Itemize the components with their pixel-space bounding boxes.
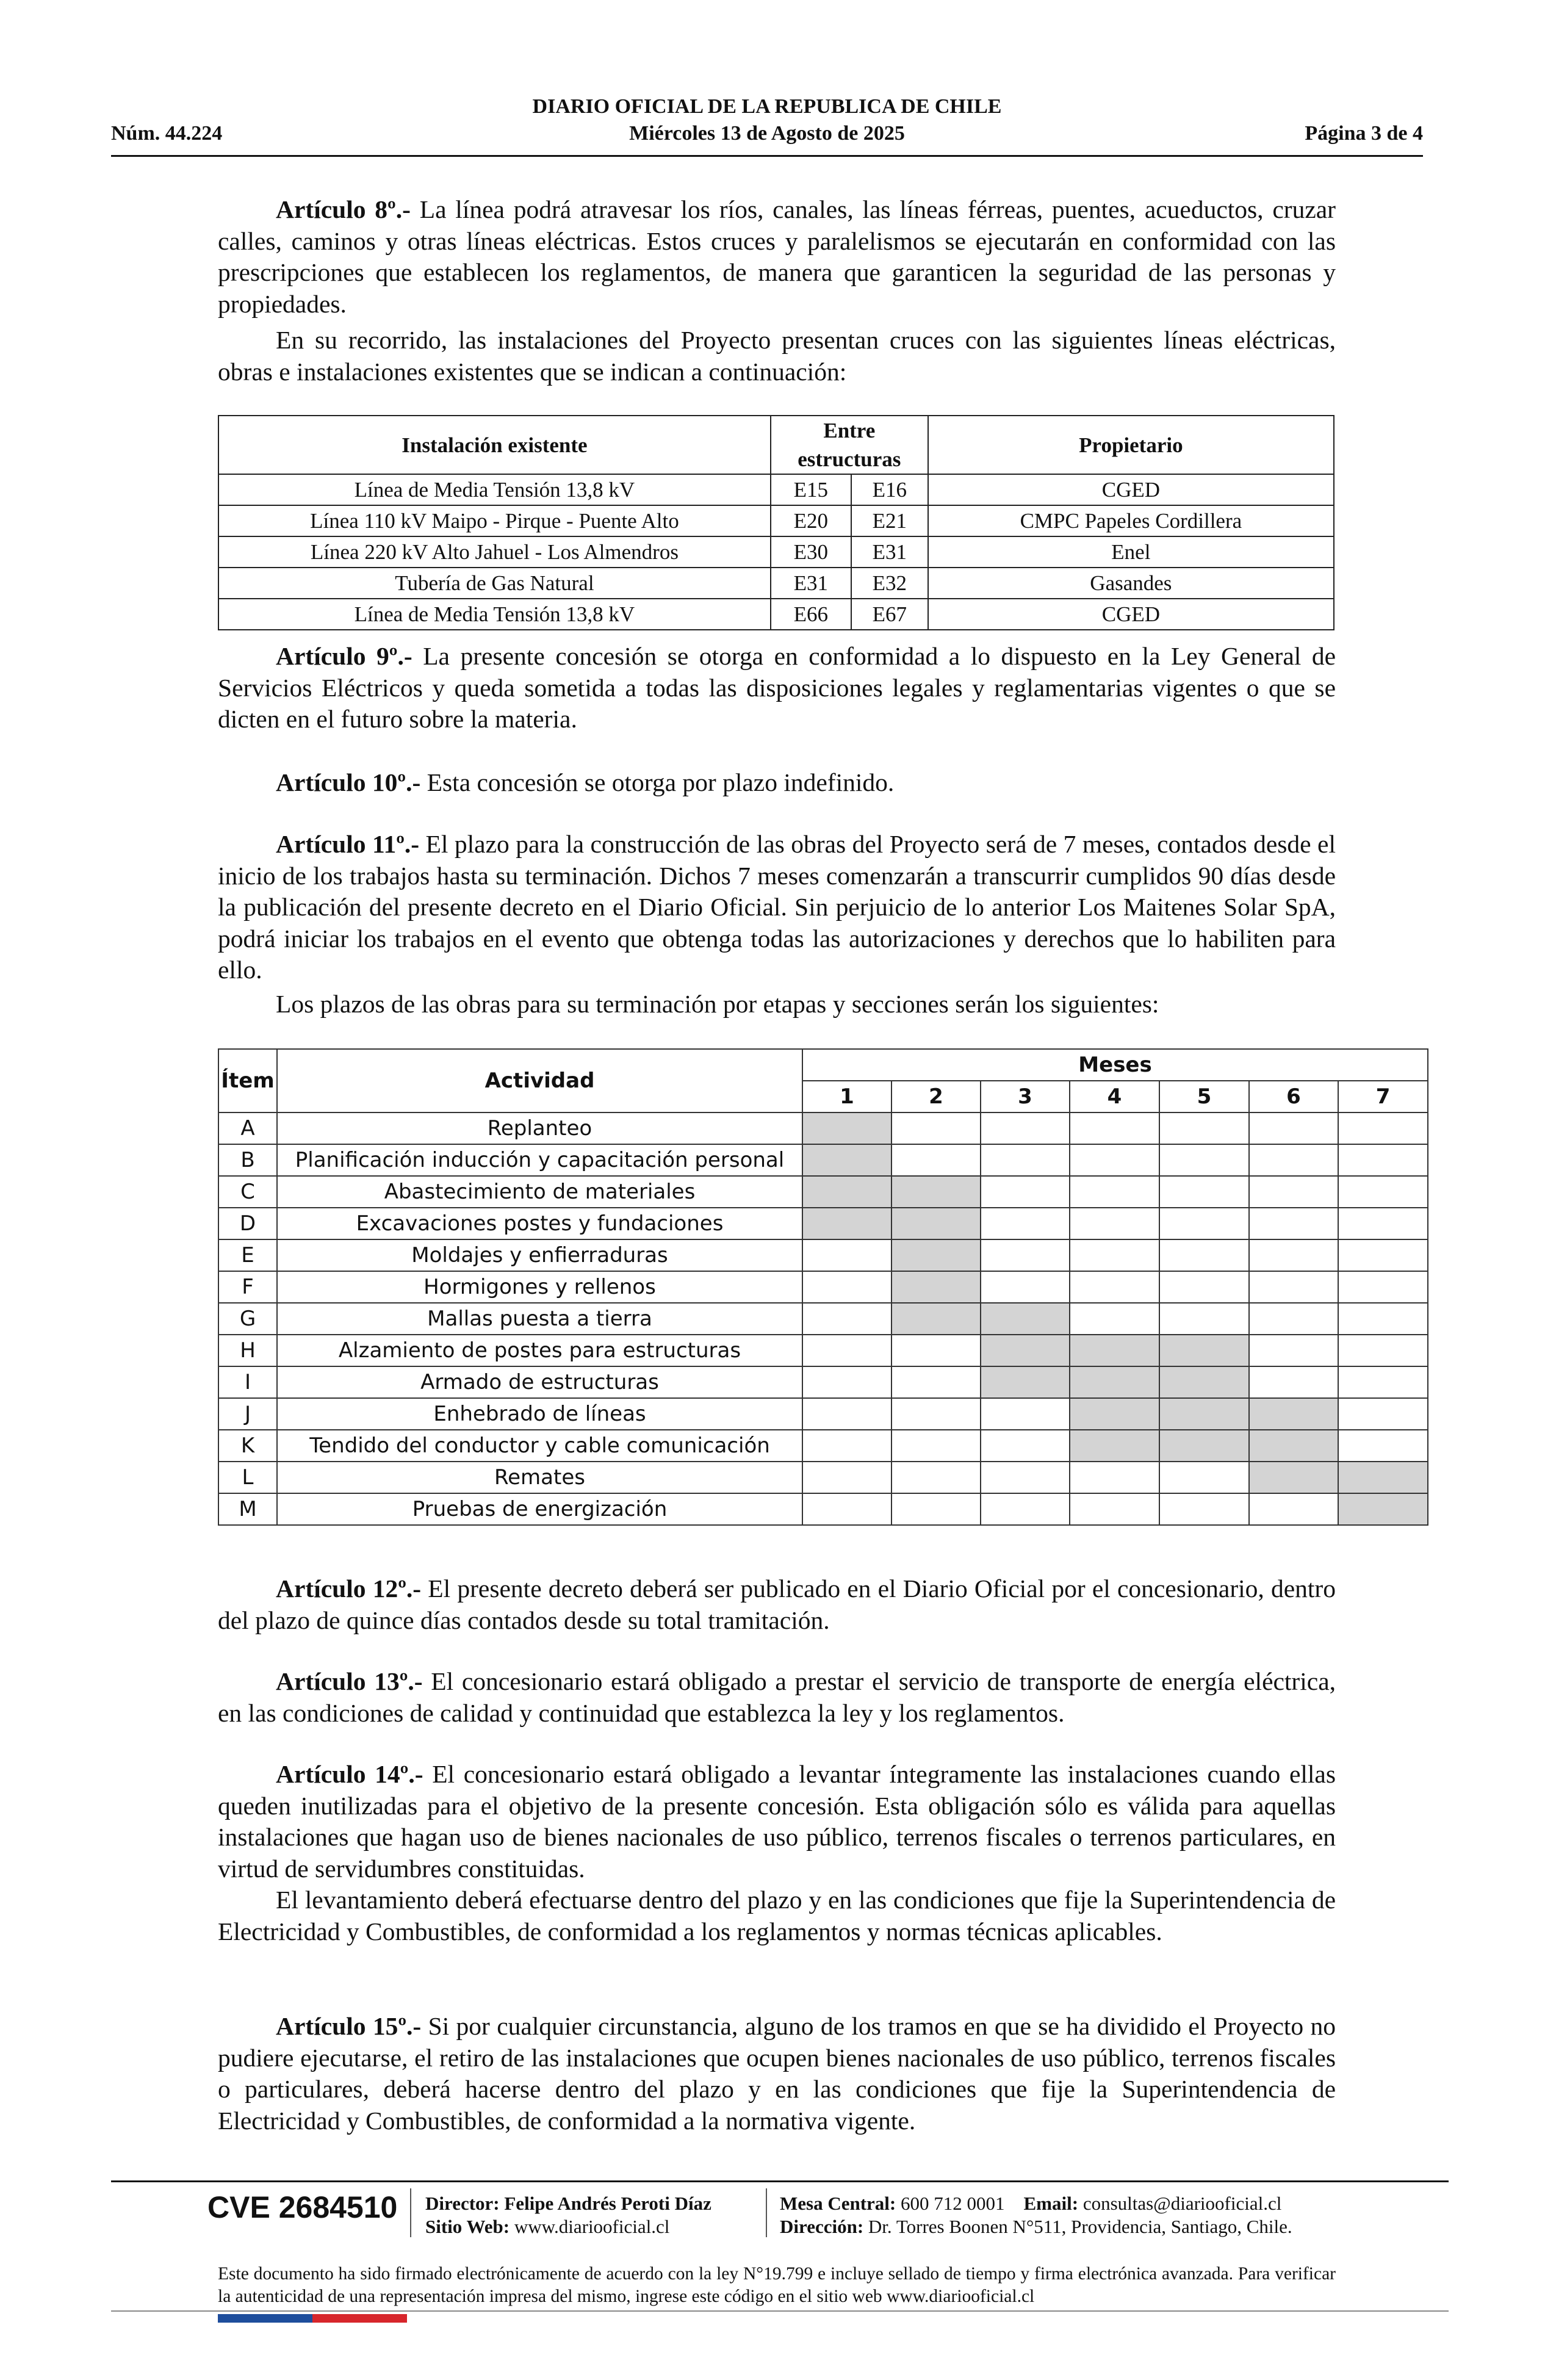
month-cell [981,1144,1070,1176]
month-cell-active [981,1335,1070,1366]
month-cell-active [891,1176,981,1208]
table-cell: CGED [928,599,1334,630]
month-cell [1159,1271,1249,1303]
month-cell [1070,1144,1159,1176]
article-8-continuation: En su recorrido, las instalaciones del Proyecto presentan cruces con las siguientes líneas eléctricas, obras e instalaciones existentes que se indican a continuación: [218,326,1336,386]
month-cell [981,1239,1070,1271]
month-cell [981,1430,1070,1462]
table-cell: Línea de Media Tensión 13,8 kV [218,599,771,630]
activity-cell: Hormigones y rellenos [277,1271,802,1303]
article-14-continuation: El levantamiento deberá efectuarse dentro del plazo y en las condiciones que fije la Superintendencia de Electricidad y Combustibles, de conformidad a los reglamentos y normas técnicas aplicables. [218,1886,1336,1945]
address-label: Dirección: [780,2216,864,2237]
table-cell: E20 [771,505,851,536]
month-cell [802,1335,891,1366]
month-cell [1338,1239,1428,1271]
table-cell: Enel [928,536,1334,568]
cve-code: CVE 2684510 [207,2190,398,2224]
schedule-row [218,1144,1428,1176]
month-cell [1249,1493,1338,1525]
schedule-row [218,1239,1428,1271]
crossings-table [218,415,1334,630]
director-label: Director: [425,2193,500,2214]
article-9-label: Artículo 9º.- [276,642,412,670]
month-cell [1159,1208,1249,1239]
header-divider [111,155,1423,157]
article-12 [218,1573,1336,1636]
article-13-label: Artículo 13º.- [276,1667,423,1695]
schedule-row [218,1303,1428,1335]
month-header: 6 [1249,1081,1338,1112]
table-row [218,474,1334,505]
schedule-row [218,1398,1428,1430]
schedule-row [218,1493,1428,1525]
address-text: Dr. Torres Boonen N°511, Providencia, Santiago, Chile. [868,2216,1292,2237]
table-cell: CGED [928,474,1334,505]
month-cell [1338,1335,1428,1366]
month-cell [1159,1112,1249,1144]
month-cell [1159,1144,1249,1176]
month-cell-active [1070,1366,1159,1398]
month-cell-active [891,1303,981,1335]
table-cell: E30 [771,536,851,568]
phone-label: Mesa Central: [780,2193,896,2214]
month-cell-active [1070,1430,1159,1462]
item-cell: G [218,1303,277,1335]
month-cell [981,1462,1070,1493]
month-cell-active [1338,1462,1428,1493]
table-row [218,599,1334,630]
month-cell [1159,1462,1249,1493]
table-cell: Línea 220 kV Alto Jahuel - Los Almendros [218,536,771,568]
item-cell: B [218,1144,277,1176]
item-cell: C [218,1176,277,1208]
item-cell: I [218,1366,277,1398]
month-header: 2 [891,1081,981,1112]
email-link[interactable]: consultas@diariooficial.cl [1082,2193,1282,2214]
month-cell [891,1430,981,1462]
page-header [111,92,1423,159]
article-15-text: Si por cualquier circunstancia, alguno de los tramos en que se ha dividido el Proyecto no pudiere ejecutarse, el retiro de las instalaciones que ocupen bienes nacionales de uso público, terrenos fiscales o particulares, deberá hacerse dentro del plazo y en las condiciones que fije la Superintendencia de Electricidad y Combustibles, de conformidad a la normativa vigente. [218,2012,1336,2135]
month-cell-active [1159,1366,1249,1398]
month-cell-active [802,1112,891,1144]
month-cell [891,1144,981,1176]
month-cell [802,1398,891,1430]
month-cell [981,1271,1070,1303]
month-cell [981,1112,1070,1144]
month-cell [1249,1208,1338,1239]
month-cell [1159,1303,1249,1335]
month-cell [981,1493,1070,1525]
month-cell-active [802,1144,891,1176]
month-cell-active [1338,1493,1428,1525]
article-8-label: Artículo 8º.- [276,195,411,223]
month-header: 5 [1159,1081,1249,1112]
month-cell [1249,1303,1338,1335]
month-cell-active [981,1366,1070,1398]
month-cell [802,1239,891,1271]
activity-cell: Replanteo [277,1112,802,1144]
article-9-text: La presente concesión se otorga en conformidad a lo dispuesto en la Ley General de Servicios Eléctricos y queda sometida a todas las disposiciones legales y reglamentarias vigentes o que se dicten en el futuro sobre la materia. [218,642,1336,733]
article-14-text: El concesionario estará obligado a levantar íntegramente las instalaciones cuando ellas queden inutilizadas para el objetivo de la presente concesión. Esta obligación sólo es válida para aquellas instalaciones que hagan uso de bienes nacionales de uso público, terrenos fiscales o terrenos particulares, en virtud de servidumbres constituidas. [218,1760,1336,1883]
schedule-row [218,1176,1428,1208]
item-cell: E [218,1239,277,1271]
month-cell [1070,1303,1159,1335]
article-10-label: Artículo 10º.- [276,768,421,796]
month-cell [1249,1239,1338,1271]
article-14-label: Artículo 14º.- [276,1760,423,1788]
month-cell [981,1176,1070,1208]
activity-cell: Remates [277,1462,802,1493]
article-11 [218,829,1336,986]
article-11-continuation: Los plazos de las obras para su terminación por etapas y secciones serán los siguientes: [276,990,1159,1018]
footer-divider [111,2180,1449,2182]
month-cell-active [981,1303,1070,1335]
article-14 [218,1759,1336,1884]
month-cell-active [1159,1398,1249,1430]
month-cell [1159,1176,1249,1208]
month-cell-active [1249,1462,1338,1493]
month-header: 1 [802,1081,891,1112]
article-8 [218,194,1336,320]
table-cell: Tubería de Gas Natural [218,568,771,599]
schedule-row [218,1208,1428,1239]
article-12-label: Artículo 12º.- [276,1574,422,1603]
table-cell: Línea de Media Tensión 13,8 kV [218,474,771,505]
column-header: Instalación existente [218,416,771,474]
month-cell [891,1366,981,1398]
table-cell: Gasandes [928,568,1334,599]
item-cell: M [218,1493,277,1525]
month-cell [1070,1239,1159,1271]
table-row [218,505,1334,536]
newspaper-title: DIARIO OFICIAL DE LA REPUBLICA DE CHILE [532,95,1002,118]
month-cell [981,1398,1070,1430]
month-cell [1338,1366,1428,1398]
month-cell [1338,1176,1428,1208]
activity-cell: Mallas puesta a tierra [277,1303,802,1335]
month-cell [1070,1271,1159,1303]
month-cell [1070,1176,1159,1208]
article-12-text: El presente decreto deberá ser publicado en el Diario Oficial por el concesionario, dentro del plazo de quince días contados desde su total tramitación. [218,1574,1336,1634]
month-cell [1338,1430,1428,1462]
month-cell-active [891,1271,981,1303]
schedule-header-row [218,1049,1428,1081]
month-cell-active [1249,1398,1338,1430]
flag-blue-segment [218,2314,312,2323]
item-cell: D [218,1208,277,1239]
article-10-text: Esta concesión se otorga por plazo indefinido. [420,768,895,796]
month-cell-active [1070,1335,1159,1366]
column-header: Entre estructuras [771,416,928,474]
table-cell: E21 [851,505,928,536]
item-cell: H [218,1335,277,1366]
schedule-row [218,1462,1428,1493]
month-cell [1070,1462,1159,1493]
month-cell [802,1303,891,1335]
schedule-row [218,1112,1428,1144]
article-10 [218,767,1336,799]
table-cell: E32 [851,568,928,599]
activity-cell: Abastecimiento de materiales [277,1176,802,1208]
item-cell: J [218,1398,277,1430]
flag-red-segment [312,2314,407,2323]
month-cell-active [802,1208,891,1239]
schedule-table [218,1048,1428,1526]
month-cell [981,1208,1070,1239]
article-15 [218,2011,1336,2137]
month-cell [891,1335,981,1366]
month-cell [1249,1112,1338,1144]
activity-column-header: Actividad [277,1049,802,1112]
schedule-row [218,1271,1428,1303]
month-cell-active [891,1208,981,1239]
article-9 [218,641,1336,735]
email-label: Email: [1023,2193,1079,2214]
table-cell: E15 [771,474,851,505]
article-11-label: Artículo 11º.- [276,830,420,858]
month-cell-active [802,1176,891,1208]
month-header: 3 [981,1081,1070,1112]
month-cell [1249,1335,1338,1366]
month-cell [802,1462,891,1493]
month-cell [891,1112,981,1144]
month-cell-active [1159,1335,1249,1366]
month-cell [1249,1366,1338,1398]
article-13 [218,1666,1336,1729]
activity-cell: Tendido del conductor y cable comunicación [277,1430,802,1462]
month-cell [1338,1144,1428,1176]
month-cell [802,1430,891,1462]
item-cell: A [218,1112,277,1144]
table-cell: E67 [851,599,928,630]
table-header-row [218,416,1334,474]
month-cell-active [1159,1430,1249,1462]
page-number: Página 3 de 4 [1305,122,1423,145]
month-cell [1249,1176,1338,1208]
schedule-row [218,1366,1428,1398]
month-cell [1338,1271,1428,1303]
month-cell-active [1070,1398,1159,1430]
item-cell: K [218,1430,277,1462]
activity-cell: Pruebas de energización [277,1493,802,1525]
month-cell [1338,1112,1428,1144]
website-label: Sitio Web: [425,2216,510,2237]
table-cell: E31 [851,536,928,568]
month-cell [802,1271,891,1303]
table-cell: CMPC Papeles Cordillera [928,505,1334,536]
article-13-text: El concesionario estará obligado a prestar el servicio de transporte de energía eléctrica, en las condiciones de calidad y continuidad que establezca la ley y los reglamentos. [218,1667,1336,1727]
article-8-text: La línea podrá atravesar los ríos, canales, las líneas férreas, puentes, acueductos, cruzar calles, caminos y otras líneas eléctricas. Estos cruces y paralelismos se ejecutarán en conformidad con las prescripciones que establecen los reglamentos, de manera que garanticen la seguridad de las personas y propiedades. [218,195,1336,318]
activity-cell: Alzamiento de postes para estructuras [277,1335,802,1366]
article-15-label: Artículo 15º.- [276,2012,422,2040]
activity-cell: Excavaciones postes y fundaciones [277,1208,802,1239]
footer-contact-block [780,2192,1292,2238]
month-cell-active [891,1239,981,1271]
item-column-header: Ítem [218,1049,277,1112]
month-cell [1070,1493,1159,1525]
month-cell [891,1398,981,1430]
schedule-row [218,1335,1428,1366]
table-cell: E66 [771,599,851,630]
footer-separator [766,2188,767,2237]
month-cell [1249,1271,1338,1303]
footer-separator [410,2188,411,2237]
phone-number: 600 712 0001 [901,2193,1005,2214]
website-link[interactable]: www.diariooficial.cl [514,2216,670,2237]
table-cell: E16 [851,474,928,505]
table-cell: Línea 110 kV Maipo - Pirque - Puente Alto [218,505,771,536]
issue-date: Miércoles 13 de Agosto de 2025 [629,122,905,145]
month-cell [802,1366,891,1398]
activity-cell: Planificación inducción y capacitación personal [277,1144,802,1176]
months-column-header: Meses [802,1049,1428,1081]
table-cell: E31 [771,568,851,599]
article-11-text: El plazo para la construcción de las obras del Proyecto será de 7 meses, contados desde el inicio de los trabajos hasta su terminación. Dichos 7 meses comenzarán a transcurrir cumplidos 90 días desde la publicación del presente decreto en el Diario Oficial. Sin perjuicio de lo anterior Los Maitenes Solar SpA, podrá iniciar los trabajos en el evento que obtenga todas las autorizaciones y derechos que lo habiliten para ello. [218,830,1336,984]
table-row [218,536,1334,568]
activity-cell: Enhebrado de líneas [277,1398,802,1430]
issue-number: Núm. 44.224 [111,122,223,145]
month-cell [1159,1239,1249,1271]
item-cell: L [218,1462,277,1493]
month-cell [1159,1493,1249,1525]
activity-cell: Moldajes y enfierraduras [277,1239,802,1271]
month-header: 4 [1070,1081,1159,1112]
month-cell [1338,1208,1428,1239]
month-cell [1070,1112,1159,1144]
month-cell [1338,1303,1428,1335]
activity-cell: Armado de estructuras [277,1366,802,1398]
legal-divider [111,2310,1449,2312]
month-cell [891,1462,981,1493]
month-cell [891,1493,981,1525]
month-cell-active [1249,1430,1338,1462]
schedule-row [218,1430,1428,1462]
item-cell: F [218,1271,277,1303]
month-cell [1070,1208,1159,1239]
month-header: 7 [1338,1081,1428,1112]
month-cell [802,1493,891,1525]
director-name: Felipe Andrés Peroti Díaz [504,2193,711,2214]
column-header: Propietario [928,416,1334,474]
month-cell [1249,1144,1338,1176]
footer-director-block [425,2192,711,2238]
flag-bar [218,2314,407,2323]
month-cell [1338,1398,1428,1430]
table-row [218,568,1334,599]
legal-notice: Este documento ha sido firmado electrónicamente de acuerdo con la ley N°19.799 e incluye sellado de tiempo y firma electrónica avanzada. Para verificar la autenticidad de una representación impresa del mismo, ingrese este código en el sitio web www.diariooficial.cl [218,2264,1336,2306]
